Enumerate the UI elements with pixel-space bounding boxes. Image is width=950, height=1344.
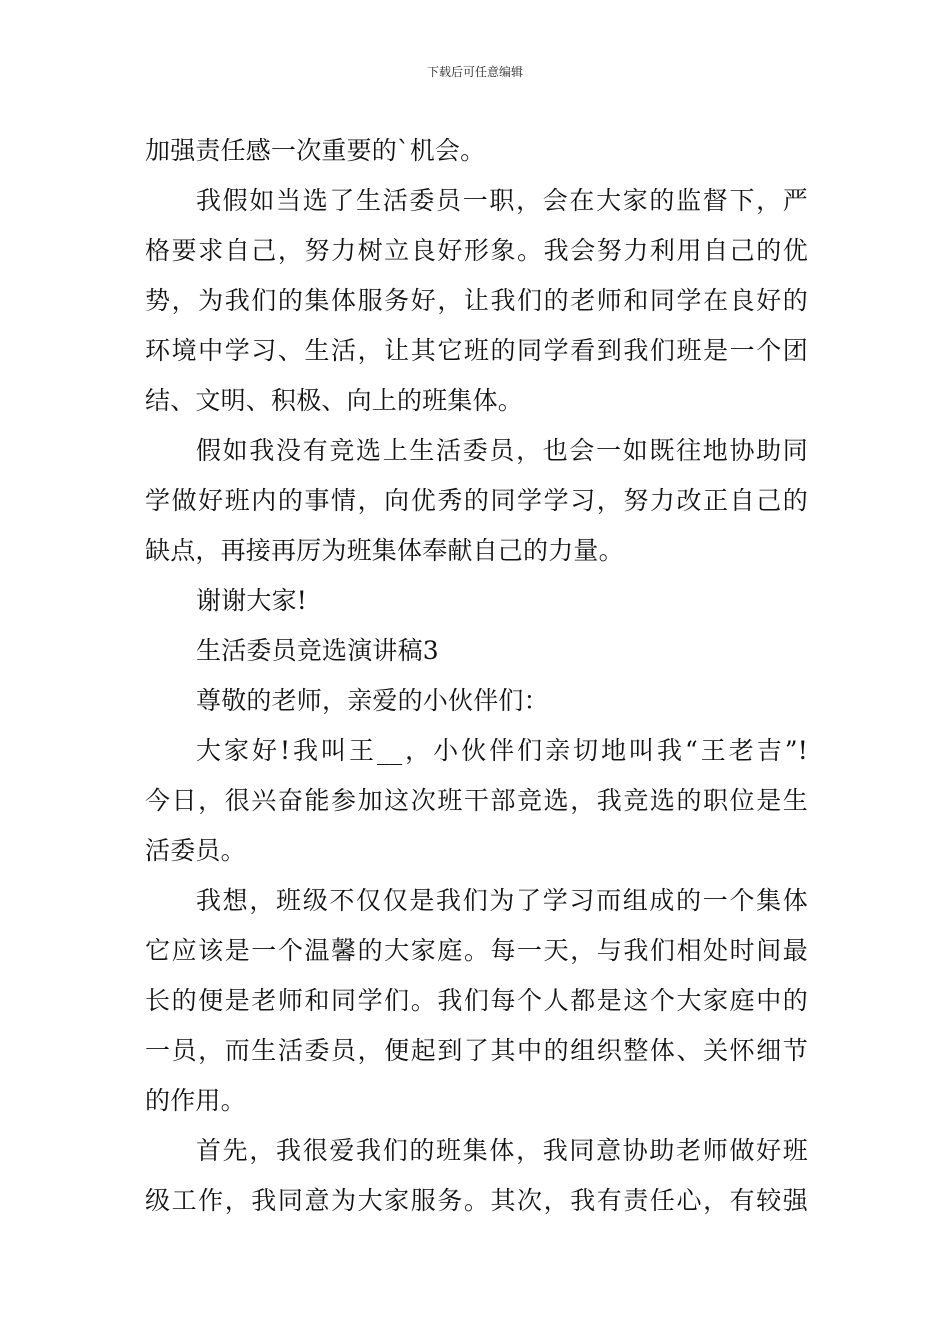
text-line: 生活委员竞选演讲稿3 [196, 636, 439, 665]
text-line: 假如我没有竞选上生活委员，也会一如既往地协助同 [196, 436, 808, 465]
page-header: 下载后可任意编辑 [426, 65, 523, 79]
text-line: 缺点，再接再厉为班集体奉献自己的力量。 [145, 536, 624, 565]
text-line: 势，为我们的集体服务好，让我们的老师和同学在良好的 [145, 286, 808, 315]
text-line: 的作用。 [145, 1086, 246, 1115]
document-body [145, 126, 808, 1226]
text-line: 今日，很兴奋能参加这次班干部竞选，我竞选的职位是生 [145, 786, 808, 815]
text-line: 我想，班级不仅仅是我们为了学习而组成的一个集体 [196, 886, 808, 915]
text-line: 长的便是老师和同学们。我们每个人都是这个大家庭中的 [145, 986, 808, 1015]
text-line: 一员，而生活委员，便起到了其中的组织整体、关怀细节 [145, 1036, 808, 1065]
text-line: 我假如当选了生活委员一职，会在大家的监督下，严 [196, 186, 808, 215]
text-line: 它应该是一个温馨的大家庭。每一天，与我们相处时间最 [145, 936, 808, 965]
text-line: 首先，我很爱我们的班集体，我同意协助老师做好班 [196, 1136, 808, 1165]
text-line: 学做好班内的事情，向优秀的同学学习，努力改正自己的 [145, 486, 808, 515]
text-line: 格要求自己，努力树立良好形象。我会努力利用自己的优 [145, 236, 808, 265]
text-line: 尊敬的老师，亲爱的小伙伴们： [196, 686, 549, 715]
text-line: 谢谢大家! [196, 586, 308, 615]
text-line: 活委员。 [145, 836, 246, 865]
text-line: 加强责任感一次重要的`机会。 [145, 136, 486, 165]
text-line: 大家好!我叫王__，小伙伴们亲切地叫我“王老吉”! [196, 736, 808, 765]
text-line: 环境中学习、生活，让其它班的同学看到我们班是一个团 [145, 336, 808, 365]
text-line: 级工作，我同意为大家服务。其次，我有责任心，有较强 [145, 1186, 808, 1215]
text-line: 结、文明、积极、向上的班集体。 [145, 386, 524, 415]
